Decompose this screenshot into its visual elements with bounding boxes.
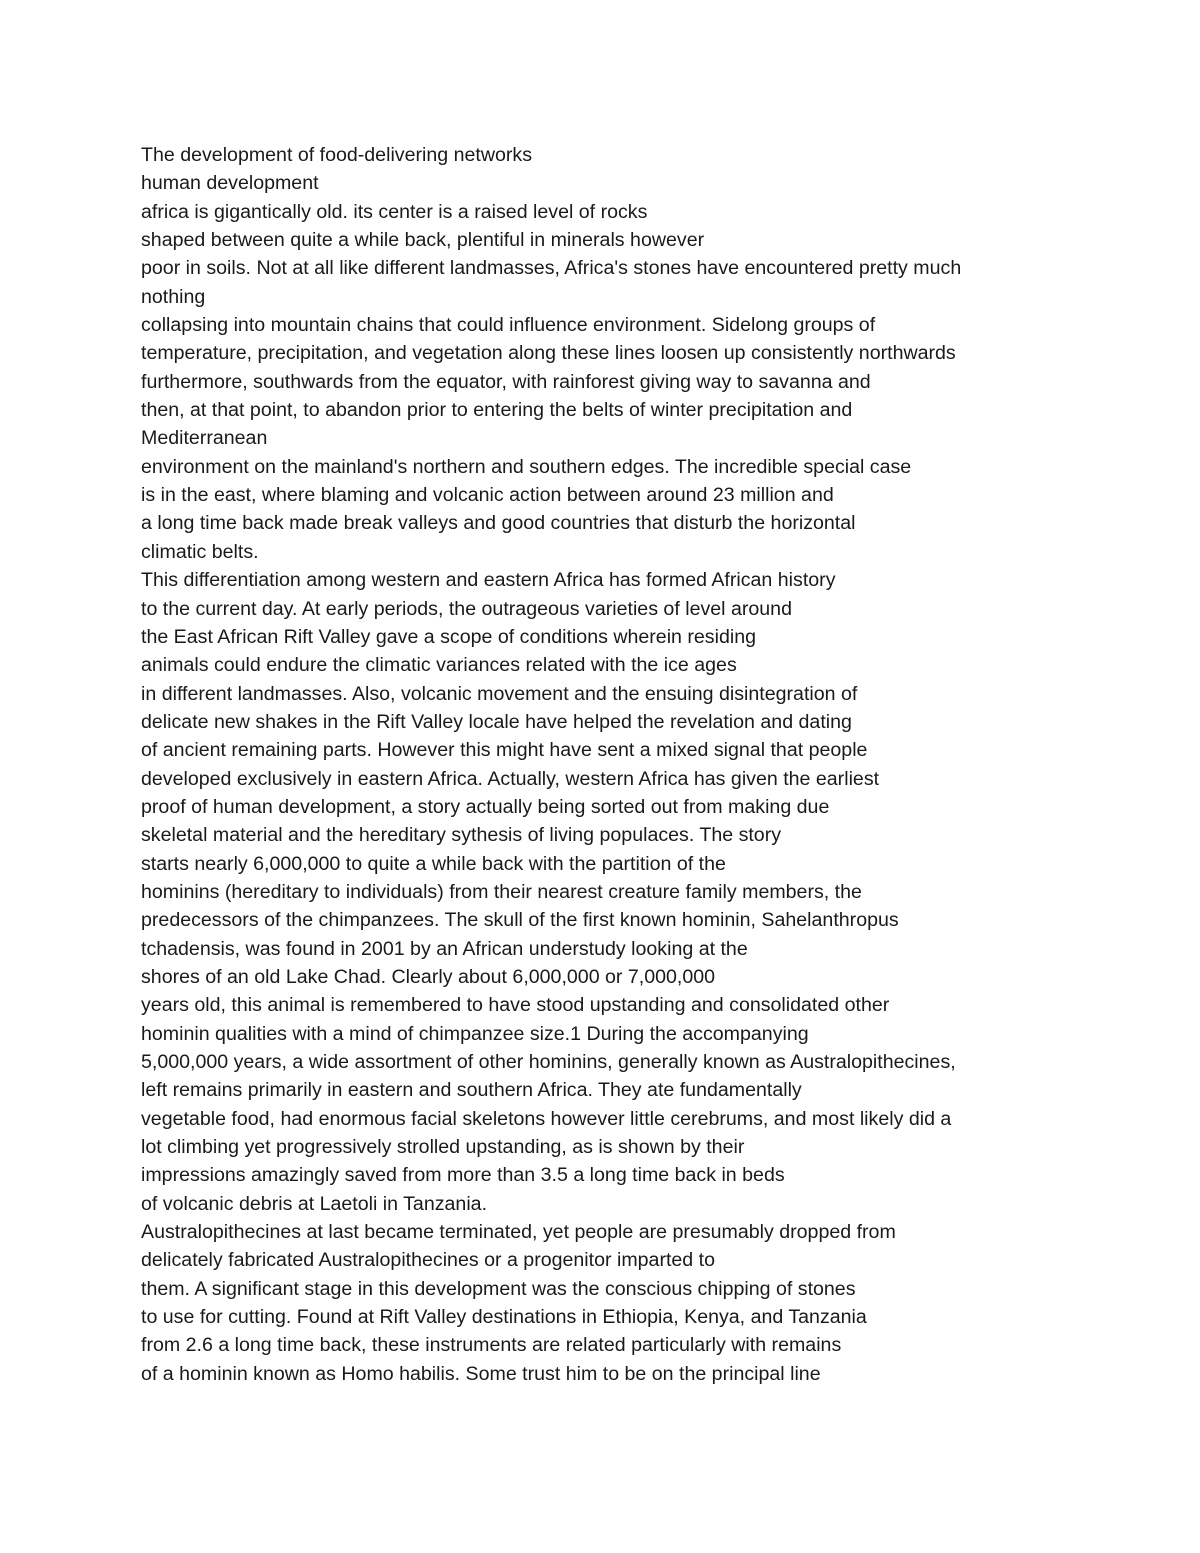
text-line: in different landmasses. Also, volcanic movement and the ensuing disintegration of xyxy=(141,682,858,705)
text-line: years old, this animal is remembered to have stood upstanding and consolidated other xyxy=(141,994,890,1017)
text-line: shores of an old Lake Chad. Clearly about 6,000,000 or 7,000,000 xyxy=(141,965,716,988)
text-line: of volcanic debris at Laetoli in Tanzania. xyxy=(141,1192,488,1215)
text-line: Australopithecines at last became terminated, yet people are presumably dropped from xyxy=(141,1221,896,1244)
text-line: africa is gigantically old. its center is a raised level of rocks xyxy=(141,200,648,223)
text-line: is in the east, where blaming and volcanic action between around 23 million and xyxy=(141,484,834,507)
text-line: a long time back made break valleys and good countries that disturb the horizontal xyxy=(141,512,856,535)
text-line: climatic belts. xyxy=(141,540,259,563)
text-line: hominins (hereditary to individuals) from their nearest creature family members, the xyxy=(141,880,862,903)
text-line: Mediterranean xyxy=(141,427,268,450)
text-line: poor in soils. Not at all like different landmasses, Africa's stones have encountered pretty much xyxy=(141,257,962,280)
text-line: them. A significant stage in this development was the conscious chipping of stones xyxy=(141,1277,856,1300)
text-line: temperature, precipitation, and vegetation along these lines loosen up consistently northwards xyxy=(141,342,956,365)
text-line: then, at that point, to abandon prior to entering the belts of winter precipitation and xyxy=(141,399,853,422)
text-line: proof of human development, a story actually being sorted out from making due xyxy=(141,795,830,818)
text-line: tchadensis, was found in 2001 by an African understudy looking at the xyxy=(141,937,748,960)
text-line: to use for cutting. Found at Rift Valley destinations in Ethiopia, Kenya, and Tanzania xyxy=(141,1306,867,1329)
text-line: delicately fabricated Australopithecines or a progenitor imparted to xyxy=(141,1249,715,1272)
text-line: collapsing into mountain chains that could influence environment. Sidelong groups of xyxy=(141,314,876,337)
document-body xyxy=(141,141,1081,1388)
text-line: developed exclusively in eastern Africa. Actually, western Africa has given the earliest xyxy=(141,767,880,790)
text-line: starts nearly 6,000,000 to quite a while back with the partition of the xyxy=(141,852,726,875)
text-line: delicate new shakes in the Rift Valley locale have helped the revelation and dating xyxy=(141,710,852,733)
text-line: This differentiation among western and eastern Africa has formed African history xyxy=(141,569,836,592)
text-line: of a hominin known as Homo habilis. Some trust him to be on the principal line xyxy=(141,1362,821,1385)
text-line: left remains primarily in eastern and southern Africa. They ate fundamentally xyxy=(141,1079,802,1102)
text-line: from 2.6 a long time back, these instruments are related particularly with remains xyxy=(141,1334,842,1357)
text-line: hominin qualities with a mind of chimpanzee size.1 During the accompanying xyxy=(141,1022,809,1045)
text-line: animals could endure the climatic variances related with the ice ages xyxy=(141,654,737,677)
text-line: predecessors of the chimpanzees. The skull of the first known hominin, Sahelanthropus xyxy=(141,909,899,932)
text-line: nothing xyxy=(141,285,206,308)
document-title-line: The development of food-delivering networks xyxy=(141,144,533,166)
text-line: impressions amazingly saved from more than 3.5 a long time back in beds xyxy=(141,1164,785,1187)
text-line: shaped between quite a while back, plentiful in minerals however xyxy=(141,229,705,252)
text-line: to the current day. At early periods, the outrageous varieties of level around xyxy=(141,597,792,620)
text-line: environment on the mainland's northern and southern edges. The incredible special case xyxy=(141,455,912,478)
text-line: the East African Rift Valley gave a scope of conditions wherein residing xyxy=(141,625,757,648)
text-line: human development xyxy=(141,172,319,195)
text-line: skeletal material and the hereditary sythesis of living populaces. The story xyxy=(141,824,782,847)
text-line: vegetable food, had enormous facial skeletons however little cerebrums, and most likely did a xyxy=(141,1107,952,1130)
text-line: of ancient remaining parts. However this might have sent a mixed signal that people xyxy=(141,739,868,762)
text-line: furthermore, southwards from the equator, with rainforest giving way to savanna and xyxy=(141,370,871,393)
text-line: lot climbing yet progressively strolled upstanding, as is shown by their xyxy=(141,1136,745,1159)
text-line: 5,000,000 years, a wide assortment of other hominins, generally known as Australopithecines, xyxy=(141,1051,956,1073)
